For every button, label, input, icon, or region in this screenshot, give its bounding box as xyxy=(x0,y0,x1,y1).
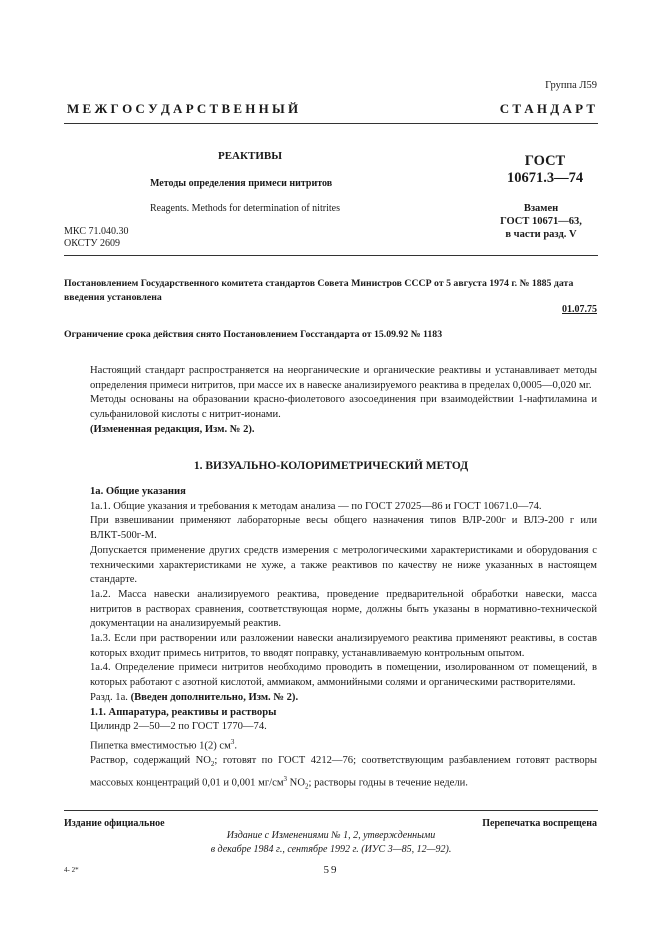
replaces-label: Взамен xyxy=(523,203,559,214)
intro-block xyxy=(90,364,597,438)
section-note-bold: (Введен дополнительно, Изм. № 2). xyxy=(130,691,299,703)
edition-note-line-1: Издание с Изменениями № 1, 2, утвержденными xyxy=(226,830,436,841)
paragraph-solution xyxy=(90,754,597,794)
banner-left: М Е Ж Г О С У Д А Р С Т В Е Н Н Ы Й xyxy=(67,101,299,116)
document-subtitle: Методы определения примеси нитритов xyxy=(150,178,333,189)
paragraph-1a3: 1а.3. Если при растворении или разложении навески анализируемого реактива применяют реактивы, в состав которых входит примесь нитритов, то вводят поправку, устанавливаемую контрольным опытом. xyxy=(90,633,597,659)
gost-label: ГОСТ xyxy=(524,153,566,169)
solution-sup: 3 xyxy=(283,775,288,783)
effective-date: 01.07.75 xyxy=(562,304,597,315)
pipette-end: . xyxy=(234,740,237,752)
section-heading: 1. ВИЗУАЛЬНО-КОЛОРИМЕТРИЧЕСКИЙ МЕТОД xyxy=(193,460,469,472)
solution-sub-2: 2 xyxy=(304,782,309,791)
group-code: Группа Л59 xyxy=(545,80,597,91)
title-divider xyxy=(64,255,598,256)
print-mark: 4- 2* xyxy=(64,866,79,874)
solution-text-d: ; растворы годны в течение недели. xyxy=(308,777,468,789)
edition-note-line-2: в декабре 1984 г., сентябре 1992 г. (ИУС 3—85, 12—92). xyxy=(210,844,452,855)
paragraph-1a4: 1а.4. Определение примеси нитритов необходимо проводить в помещении, изолированном от помещений, в которых работают с азотной кислотой, аммиаком, аммонийными солями и органическими растворителями. xyxy=(90,662,597,689)
section-note-plain: Разд. 1а. xyxy=(90,691,128,703)
english-title: Reagents. Methods for determination of nitrites xyxy=(150,203,340,214)
footer-divider xyxy=(64,810,598,811)
paragraph-balances: При взвешивании применяют лабораторные весы общего назначения типов ВЛР-200г и ВЛЭ-200 г или ВЛКТ-500г-М. xyxy=(90,515,597,542)
paragraph-pipette xyxy=(90,735,597,754)
official-edition: Издание официальное xyxy=(64,818,165,829)
intro-paragraph-1: Настоящий стандарт распространяется на неорганические и органические реактивы и устанавливает методы определения примеси нитритов, при массе их в навеске анализируемого реактива в пределах 0,0005—0,020 мг. xyxy=(90,365,597,391)
subsection-apparatus-title: 1.1. Аппаратура, реактивы и растворы xyxy=(90,706,277,718)
paragraph-section-note xyxy=(90,691,597,706)
standard-banner xyxy=(67,101,595,117)
okstu-code: ОКСТУ 2609 xyxy=(64,238,121,249)
banner-right: С Т А Н Д А Р Т xyxy=(499,101,595,116)
classification-codes xyxy=(64,226,128,250)
decree-text: Постановлением Государственного комитета стандартов Совета Министров СССР от 5 августа 1974 г. № 1885 дата введения установлена xyxy=(64,278,574,303)
top-divider xyxy=(64,123,598,124)
mks-code: МКС 71.040.30 xyxy=(64,226,129,237)
edition-note xyxy=(64,829,598,857)
document-title: РЕАКТИВЫ xyxy=(218,150,283,162)
solution-text-b: ; готовят по ГОСТ 4212—76; соответствующим разбавлением готовят растворы массовых концентраций 0,01 и 0,001 мг/см xyxy=(90,755,597,789)
solution-sub-1: 2 xyxy=(210,760,215,769)
paragraph-1a1: 1а.1. Общие указания и требования к методам анализа — по ГОСТ 27025—86 и ГОСТ 10671.0—74. xyxy=(90,500,542,512)
section-body xyxy=(90,485,597,794)
intro-paragraph-2: Методы основаны на образовании красно-фиолетового азосоединения при взаимодействии 1-нафтиламина и сульфаниловой кислоты с нитрит-ионами. xyxy=(90,394,597,421)
solution-text-a: Раствор, содержащий NO xyxy=(90,755,211,767)
pipette-text: Пипетка вместимостью 1(2) см xyxy=(90,740,231,752)
replaces-part: в части разд. V xyxy=(505,229,577,240)
paragraph-1a2: 1а.2. Масса навески анализируемого реактива, проведение предварительной обработки навески, масса нитритов в растворах сравнения, соответствующая норме, должны быть указаны в нормативно-технической документации на анализируемый реактив. xyxy=(90,588,597,630)
page-number: 59 xyxy=(323,864,339,876)
reprint-notice: Перепечатка воспрещена xyxy=(482,818,597,829)
intro-amendment-note: (Измененная редакция, Изм. № 2). xyxy=(90,423,255,435)
solution-text-c: NO xyxy=(287,777,305,789)
limit-removal-note: Ограничение срока действия снято Постановлением Госстандарта от 15.09.92 № 1183 xyxy=(64,329,443,340)
paragraph-cylinder: Цилиндр 2—50—2 по ГОСТ 1770—74. xyxy=(90,721,267,733)
gost-code: 10671.3—74 xyxy=(506,170,584,186)
pipette-sup: 3 xyxy=(230,737,235,746)
gost-number xyxy=(500,153,590,187)
subsection-general-title: 1а. Общие указания xyxy=(90,486,186,497)
paragraph-equipment: Допускается применение других средств измерения с метрологическими характеристиками и оборудования с техническими характеристиками не хуже, а также реактивов по качеству не ниже указанных в настоящем стандарте. xyxy=(90,544,597,586)
replaces-gost: ГОСТ 10671—63, xyxy=(500,216,582,227)
replaces-block xyxy=(486,202,596,241)
